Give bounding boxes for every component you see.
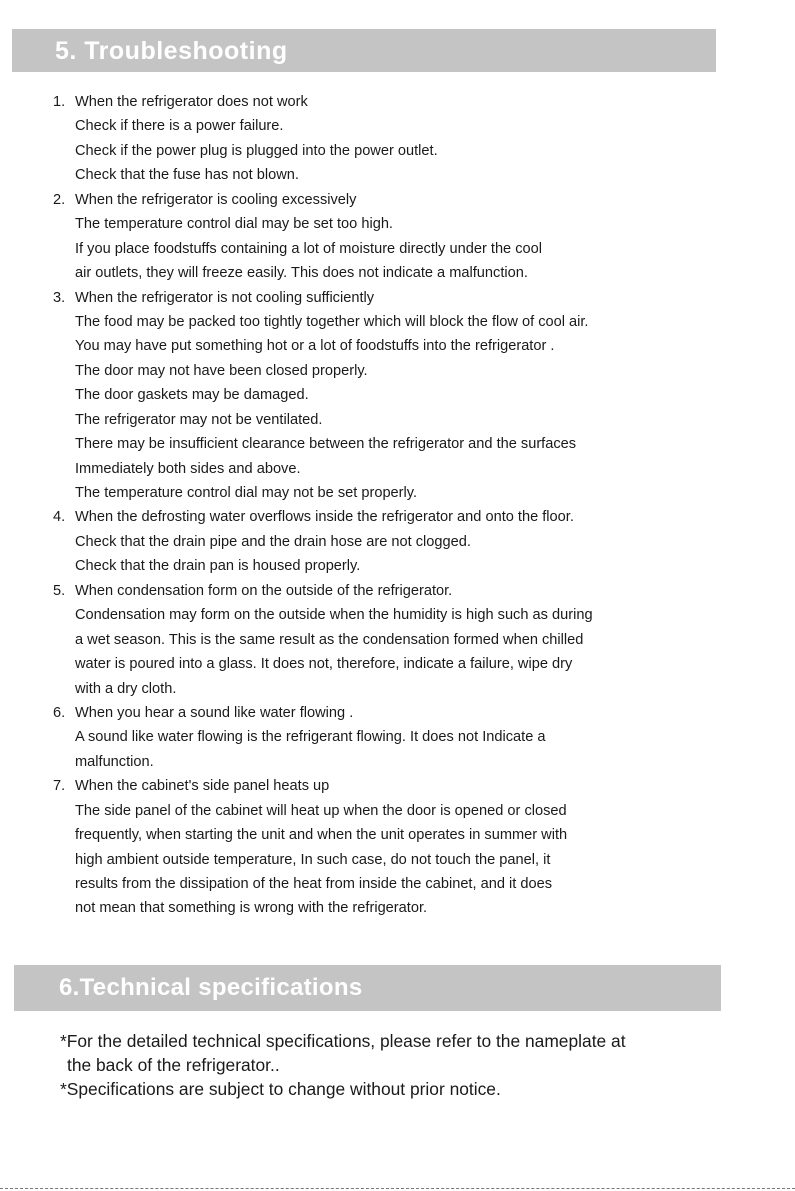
item-number: 5.	[53, 582, 66, 599]
item-line: Check if there is a power failure.	[75, 118, 284, 135]
item-line: The refrigerator may not be ventilated.	[75, 411, 323, 428]
item-line: The side panel of the cabinet will heat up when the door is opened or closed	[75, 802, 567, 819]
item-number: 2.	[53, 191, 66, 208]
section-header-troubleshooting	[12, 29, 716, 72]
item-line: There may be insufficient clearance between the refrigerator and the surfaces	[75, 436, 577, 453]
item-line: air outlets, they will freeze easily. This does not indicate a malfunction.	[75, 265, 528, 282]
item-line: Condensation may form on the outside when the humidity is high such as during	[75, 607, 593, 624]
list-item-heading: 6. When you hear a sound like water flowing .	[53, 701, 703, 725]
item-number: 4.	[53, 509, 66, 526]
item-line: If you place foodstuffs containing a lot of moisture directly under the cool	[75, 240, 542, 257]
bottom-dashed-rule	[0, 1188, 795, 1189]
troubleshooting-list	[53, 90, 703, 921]
list-item-heading: 7. When the cabinet's side panel heats up	[53, 774, 703, 798]
item-line: The door may not have been closed properly.	[75, 362, 368, 379]
item-line: You may have put something hot or a lot of foodstuffs into the refrigerator .	[75, 338, 555, 355]
list-item-heading: 5. When condensation form on the outside of the refrigerator.	[53, 579, 703, 603]
item-line: water is poured into a glass. It does not, therefore, indicate a failure, wipe dry	[75, 656, 573, 673]
item-line: The door gaskets may be damaged.	[75, 387, 309, 404]
item-line: Check if the power plug is plugged into the power outlet.	[75, 142, 438, 159]
item-line: Check that the drain pan is housed properly.	[75, 558, 361, 575]
section-title: 6.Technical specifications	[59, 974, 363, 1001]
item-line: high ambient outside temperature, In such case, do not touch the panel, it	[75, 851, 551, 868]
specifications-notes	[60, 1029, 710, 1101]
list-item-heading: 1. When the refrigerator does not work	[53, 90, 703, 114]
item-number: 1.	[53, 94, 66, 110]
item-line: The food may be packed too tightly together which will block the flow of cool air.	[75, 313, 589, 330]
item-line: Check that the drain pipe and the drain hose are not clogged.	[75, 533, 471, 550]
list-item-heading: 3. When the refrigerator is not cooling sufficiently	[53, 286, 703, 310]
item-line: A sound like water flowing is the refrigerant flowing. It does not Indicate a	[75, 729, 546, 746]
spec-note-line: *For the detailed technical specifications, please refer to the nameplate at	[60, 1031, 626, 1051]
list-item-heading: 2. When the refrigerator is cooling excessively	[53, 188, 703, 212]
item-line: Check that the fuse has not blown.	[75, 167, 299, 184]
spec-note-line: *Specifications are subject to change without prior notice.	[60, 1079, 501, 1099]
item-line: with a dry cloth.	[75, 680, 177, 697]
section-header-technical-specifications	[14, 965, 721, 1011]
item-line: results from the dissipation of the heat from inside the cabinet, and it does	[75, 876, 552, 892]
spec-note-line: the back of the refrigerator..	[67, 1055, 280, 1075]
list-item-heading: 4. When the defrosting water overflows inside the refrigerator and onto the floor.	[53, 505, 703, 529]
item-line: frequently, when starting the unit and when the unit operates in summer with	[75, 827, 568, 844]
section-title: 5. Troubleshooting	[55, 37, 288, 65]
item-line: The temperature control dial may be set too high.	[75, 216, 393, 233]
item-line: not mean that something is wrong with the refrigerator.	[75, 900, 428, 917]
item-number: 3.	[53, 289, 66, 306]
item-number: 6.	[53, 704, 66, 721]
item-number: 7.	[53, 778, 66, 795]
item-line: Immediately both sides and above.	[75, 460, 301, 477]
item-line: a wet season. This is the same result as the condensation formed when chilled	[75, 631, 584, 648]
item-line: malfunction.	[75, 753, 154, 770]
item-line: The temperature control dial may not be set properly.	[75, 485, 418, 501]
